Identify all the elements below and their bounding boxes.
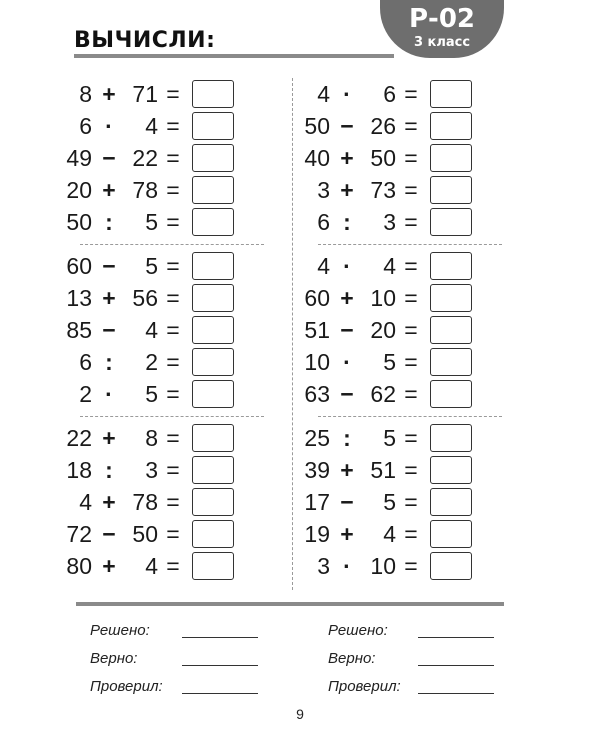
first-operand: 17 — [304, 489, 330, 515]
answer-box[interactable] — [192, 424, 234, 452]
first-operand: 4 — [317, 253, 330, 279]
operator: − — [340, 317, 354, 343]
second-operand: 8 — [145, 425, 158, 451]
title-underline — [74, 54, 394, 58]
equals-sign: = — [166, 457, 180, 483]
equals-sign: = — [404, 81, 418, 107]
group-divider — [318, 244, 502, 245]
second-operand: 5 — [383, 489, 396, 515]
second-operand: 73 — [370, 177, 396, 203]
answer-box[interactable] — [430, 552, 472, 580]
second-operand: 50 — [370, 145, 396, 171]
checked-line[interactable] — [418, 693, 494, 694]
second-operand: 71 — [132, 81, 158, 107]
equals-sign: = — [404, 425, 418, 451]
operator: + — [102, 177, 116, 203]
second-operand: 22 — [132, 145, 158, 171]
second-operand: 56 — [132, 285, 158, 311]
first-operand: 18 — [66, 457, 92, 483]
equals-sign: = — [166, 349, 180, 375]
operator: − — [340, 113, 354, 139]
badge-code: Р-02 — [408, 4, 476, 34]
badge-grade: 3 класс — [413, 35, 471, 50]
operator: : — [105, 349, 113, 375]
answer-box[interactable] — [192, 176, 234, 204]
first-operand: 40 — [304, 145, 330, 171]
first-operand: 25 — [304, 425, 330, 451]
second-operand: 5 — [383, 349, 396, 375]
second-operand: 5 — [145, 381, 158, 407]
first-operand: 49 — [66, 145, 92, 171]
operator: + — [102, 285, 116, 311]
equals-sign: = — [404, 177, 418, 203]
operator: − — [102, 317, 116, 343]
operator: + — [340, 145, 354, 171]
equals-sign: = — [166, 81, 180, 107]
answer-box[interactable] — [430, 520, 472, 548]
second-operand: 5 — [145, 253, 158, 279]
answer-box[interactable] — [430, 252, 472, 280]
operator: + — [102, 489, 116, 515]
second-operand: 20 — [370, 317, 396, 343]
operator: + — [340, 285, 354, 311]
answer-box[interactable] — [430, 348, 472, 376]
operator: · — [343, 81, 351, 107]
answer-box[interactable] — [192, 316, 234, 344]
first-operand: 80 — [66, 553, 92, 579]
equals-sign: = — [166, 285, 180, 311]
operator: − — [340, 489, 354, 515]
group-divider — [80, 416, 264, 417]
correct-line[interactable] — [418, 665, 494, 666]
first-operand: 50 — [304, 113, 330, 139]
answer-box[interactable] — [430, 488, 472, 516]
solved-line[interactable] — [182, 637, 258, 638]
second-operand: 4 — [145, 553, 158, 579]
answer-box[interactable] — [430, 380, 472, 408]
second-operand: 78 — [132, 489, 158, 515]
correct-line[interactable] — [182, 665, 258, 666]
equals-sign: = — [404, 553, 418, 579]
checked-label: Проверил: — [328, 678, 401, 695]
checked-label: Проверил: — [90, 678, 163, 695]
group-divider — [80, 244, 264, 245]
answer-box[interactable] — [430, 456, 472, 484]
first-operand: 50 — [66, 209, 92, 235]
answer-box[interactable] — [430, 80, 472, 108]
answer-box[interactable] — [430, 144, 472, 172]
checked-line[interactable] — [182, 693, 258, 694]
correct-label: Верно: — [90, 650, 138, 667]
equals-sign: = — [166, 425, 180, 451]
answer-box[interactable] — [430, 176, 472, 204]
equals-sign: = — [166, 489, 180, 515]
second-operand: 4 — [145, 317, 158, 343]
first-operand: 2 — [79, 381, 92, 407]
second-operand: 26 — [370, 113, 396, 139]
equals-sign: = — [404, 113, 418, 139]
equals-sign: = — [166, 381, 180, 407]
second-operand: 5 — [383, 425, 396, 451]
operator: · — [105, 381, 113, 407]
operator: + — [340, 521, 354, 547]
first-operand: 10 — [304, 349, 330, 375]
first-operand: 6 — [317, 209, 330, 235]
operator: : — [343, 425, 351, 451]
answer-box[interactable] — [192, 208, 234, 236]
answer-box[interactable] — [192, 488, 234, 516]
equals-sign: = — [404, 145, 418, 171]
second-operand: 78 — [132, 177, 158, 203]
answer-box[interactable] — [192, 552, 234, 580]
first-operand: 22 — [66, 425, 92, 451]
second-operand: 4 — [383, 521, 396, 547]
solved-line[interactable] — [418, 637, 494, 638]
first-operand: 60 — [66, 253, 92, 279]
solved-label: Решено: — [90, 622, 150, 639]
equals-sign: = — [166, 521, 180, 547]
answer-box[interactable] — [192, 144, 234, 172]
first-operand: 3 — [317, 553, 330, 579]
page-number: 9 — [296, 706, 304, 722]
first-operand: 6 — [79, 349, 92, 375]
answer-box[interactable] — [430, 208, 472, 236]
answer-box[interactable] — [430, 424, 472, 452]
first-operand: 3 — [317, 177, 330, 203]
second-operand: 3 — [145, 457, 158, 483]
first-operand: 63 — [304, 381, 330, 407]
equals-sign: = — [404, 381, 418, 407]
equals-sign: = — [166, 113, 180, 139]
operator: : — [343, 209, 351, 235]
first-operand: 72 — [66, 521, 92, 547]
second-operand: 62 — [370, 381, 396, 407]
equals-sign: = — [166, 145, 180, 171]
operator: · — [343, 553, 351, 579]
equals-sign: = — [404, 489, 418, 515]
second-operand: 10 — [370, 285, 396, 311]
first-operand: 8 — [79, 81, 92, 107]
answer-box[interactable] — [192, 80, 234, 108]
first-operand: 6 — [79, 113, 92, 139]
operator: + — [340, 177, 354, 203]
operator: : — [105, 457, 113, 483]
equals-sign: = — [404, 209, 418, 235]
footer-rule — [76, 602, 504, 606]
operator: + — [102, 553, 116, 579]
answer-box[interactable] — [192, 380, 234, 408]
answer-box[interactable] — [430, 112, 472, 140]
equals-sign: = — [404, 349, 418, 375]
first-operand: 85 — [66, 317, 92, 343]
equals-sign: = — [166, 209, 180, 235]
first-operand: 60 — [304, 285, 330, 311]
operator: − — [102, 521, 116, 547]
first-operand: 39 — [304, 457, 330, 483]
second-operand: 3 — [383, 209, 396, 235]
answer-box[interactable] — [192, 348, 234, 376]
equals-sign: = — [404, 457, 418, 483]
operator: + — [102, 425, 116, 451]
equals-sign: = — [404, 521, 418, 547]
first-operand: 20 — [66, 177, 92, 203]
equals-sign: = — [166, 553, 180, 579]
second-operand: 5 — [145, 209, 158, 235]
answer-box[interactable] — [430, 284, 472, 312]
operator: − — [340, 381, 354, 407]
operator: · — [105, 113, 113, 139]
equals-sign: = — [404, 253, 418, 279]
first-operand: 4 — [317, 81, 330, 107]
column-divider — [292, 78, 293, 590]
second-operand: 4 — [145, 113, 158, 139]
second-operand: 50 — [132, 521, 158, 547]
second-operand: 51 — [370, 457, 396, 483]
second-operand: 2 — [145, 349, 158, 375]
second-operand: 10 — [370, 553, 396, 579]
equals-sign: = — [404, 317, 418, 343]
answer-box[interactable] — [430, 316, 472, 344]
answer-box[interactable] — [192, 520, 234, 548]
equals-sign: = — [166, 177, 180, 203]
answer-box[interactable] — [192, 456, 234, 484]
first-operand: 4 — [79, 489, 92, 515]
answer-box[interactable] — [192, 252, 234, 280]
operator: + — [340, 457, 354, 483]
correct-label: Верно: — [328, 650, 376, 667]
second-operand: 4 — [383, 253, 396, 279]
second-operand: 6 — [383, 81, 396, 107]
worksheet-title: ВЫЧИСЛИ: — [74, 28, 216, 53]
equals-sign: = — [166, 317, 180, 343]
first-operand: 51 — [304, 317, 330, 343]
solved-label: Решено: — [328, 622, 388, 639]
operator: − — [102, 145, 116, 171]
operator: − — [102, 253, 116, 279]
equals-sign: = — [166, 253, 180, 279]
group-divider — [318, 416, 502, 417]
first-operand: 19 — [304, 521, 330, 547]
answer-box[interactable] — [192, 112, 234, 140]
answer-box[interactable] — [192, 284, 234, 312]
operator: · — [343, 253, 351, 279]
operator: : — [105, 209, 113, 235]
first-operand: 13 — [66, 285, 92, 311]
operator: · — [343, 349, 351, 375]
equals-sign: = — [404, 285, 418, 311]
worksheet-badge — [380, 0, 504, 58]
operator: + — [102, 81, 116, 107]
